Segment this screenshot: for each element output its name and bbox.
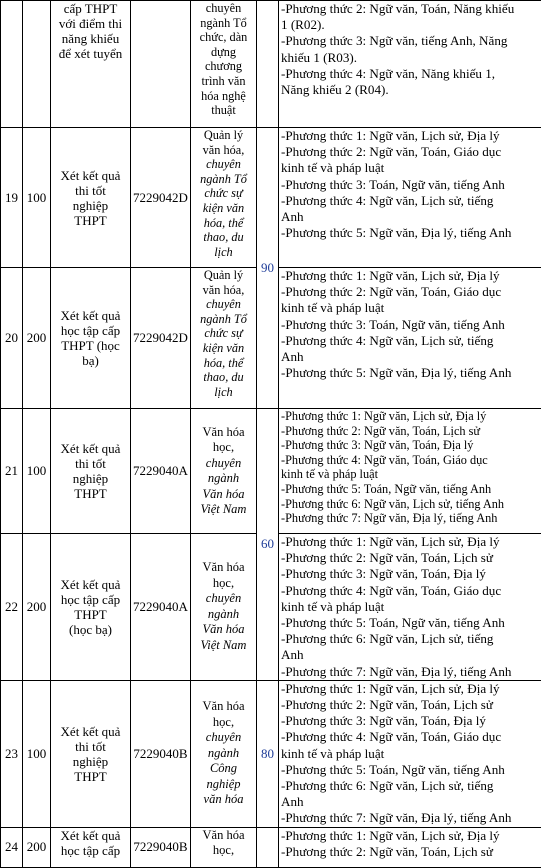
combination-line: -Phương thức 2: Ngữ văn, Toán, Năng khiếu [281, 1, 539, 17]
major-line: thao, du [191, 230, 256, 245]
major-line: trình văn [191, 74, 256, 89]
major-line: học, [191, 576, 256, 592]
major-line: dựng [191, 45, 256, 60]
combination-line: -Phương thức 3: Ngữ văn, Toán, Địa lý [281, 713, 539, 729]
major-line: Văn hóa [191, 425, 256, 441]
stt-cell: 20 [1, 268, 23, 409]
combination-line: -Phương thức 4: Ngữ văn, Toán, Giáo dục [281, 729, 539, 745]
quota-cell: 100 [23, 680, 51, 827]
method-line: Xét kết quả [53, 308, 128, 323]
method-line: Xét kết quả [53, 828, 128, 843]
method-line: thi tốt [53, 739, 128, 754]
method-line: học tập cấp [53, 592, 128, 607]
method-line: thi tốt [53, 456, 128, 471]
quota-cell: 100 [23, 409, 51, 534]
major-code-cell [131, 1, 191, 128]
major-line: thuật [191, 103, 256, 118]
combination-line: kinh tế và pháp luật [281, 599, 539, 615]
major-line: Việt Nam [191, 502, 256, 518]
major-line: văn hóa, [191, 143, 256, 158]
major-line: nghiệp [191, 777, 256, 793]
major-line: Văn hóa [191, 828, 256, 844]
combination-line: -Phương thức 5: Ngữ văn, Địa lý, tiếng Anh [281, 225, 539, 241]
stt-cell: 21 [1, 409, 23, 534]
subject-combination-cell [279, 534, 541, 681]
method-line: Xét kết quả [53, 168, 128, 183]
major-line: Văn hóa [191, 699, 256, 715]
combination-line: khiếu 1 (R03). [281, 50, 539, 66]
combination-line: -Phương thức 5: Toán, Ngữ văn, tiếng Anh [281, 482, 539, 497]
admission-method-cell [51, 128, 131, 268]
major-line: Công [191, 761, 256, 777]
combination-line: kinh tế và pháp luật [281, 160, 539, 176]
major-line: ngành [191, 607, 256, 623]
method-line: nghiệp [53, 471, 128, 486]
quota-cell: 100 [23, 128, 51, 268]
combination-line: kinh tế và pháp luật [281, 467, 539, 482]
table-row [1, 680, 541, 827]
major-line: chức sự [191, 186, 256, 201]
major-line: học, [191, 715, 256, 731]
major-line: văn hóa [191, 792, 256, 808]
method-line: THPT [53, 486, 128, 501]
group-quota-cell: 90 [257, 128, 279, 409]
combination-line: -Phương thức 7: Ngữ văn, Địa lý, tiếng Anh [281, 664, 539, 680]
combination-line: -Phương thức 1: Ngữ văn, Lịch sử, Địa lý [281, 409, 539, 424]
combination-line: -Phương thức 6: Ngữ văn, Lịch sử, tiếng [281, 778, 539, 794]
combination-line: -Phương thức 2: Ngữ văn, Toán, Lịch sử [281, 424, 539, 439]
combination-line: -Phương thức 2: Ngữ văn, Toán, Lịch sử [281, 844, 539, 860]
method-line: THPT [53, 769, 128, 784]
major-line: ngành Tổ [191, 312, 256, 327]
method-line: Xét kết quả [53, 577, 128, 592]
combination-line: -Phương thức 2: Ngữ văn, Toán, Lịch sử [281, 550, 539, 566]
combination-line: -Phương thức 3: Toán, Ngữ văn, tiếng Anh [281, 317, 539, 333]
group-quota-cell [257, 1, 279, 128]
major-code-cell: 7229042D [131, 128, 191, 268]
method-line: học tập cấp [53, 323, 128, 338]
stt-cell: 23 [1, 680, 23, 827]
major-line: chuyên [191, 456, 256, 472]
stt-cell: 19 [1, 128, 23, 268]
combination-line: Năng khiếu 2 (R04). [281, 82, 539, 98]
major-line: ngành Tổ [191, 172, 256, 187]
combination-line: -Phương thức 6: Ngữ văn, Lịch sử, tiếng [281, 631, 539, 647]
method-line: để xét tuyển [53, 46, 128, 61]
major-line: lịch [191, 385, 256, 400]
major-line: hóa nghệ [191, 89, 256, 104]
combination-line: -Phương thức 1: Ngữ văn, Lịch sử, Địa lý [281, 828, 539, 844]
major-line: văn hóa, [191, 283, 256, 298]
method-line: (học bạ) [53, 622, 128, 637]
combination-line: kinh tế và pháp luật [281, 300, 539, 316]
major-line: kiện văn [191, 341, 256, 356]
admission-method-cell [51, 680, 131, 827]
major-line: chuyên [191, 297, 256, 312]
major-line: kiện văn [191, 201, 256, 216]
major-name-cell [191, 680, 257, 827]
quota-cell: 200 [23, 534, 51, 681]
method-line: với điểm thi [53, 16, 128, 31]
combination-line: -Phương thức 5: Ngữ văn, Địa lý, tiếng Anh [281, 365, 539, 381]
major-name-cell [191, 1, 257, 128]
subject-combination-cell [279, 1, 541, 128]
admission-method-cell [51, 409, 131, 534]
major-line: thao, du [191, 370, 256, 385]
method-line: thi tốt [53, 183, 128, 198]
group-quota-cell [257, 827, 279, 867]
major-name-cell [191, 268, 257, 409]
major-name-cell [191, 827, 257, 867]
major-line: lịch [191, 245, 256, 260]
combination-line: -Phương thức 3: Ngữ văn, Toán, Địa lý [281, 438, 539, 453]
combination-line: -Phương thức 2: Ngữ văn, Toán, Giáo dục [281, 284, 539, 300]
group-quota-cell: 60 [257, 409, 279, 681]
method-line: THPT (học [53, 338, 128, 353]
major-code-cell: 7229040A [131, 409, 191, 534]
stt-cell: 24 [1, 827, 23, 867]
major-line: học, [191, 440, 256, 456]
combination-line: kinh tế và pháp luật [281, 746, 539, 762]
major-name-cell [191, 534, 257, 681]
major-line: chức sự [191, 326, 256, 341]
method-line: học tập cấp [53, 843, 128, 858]
major-line: chuyên [191, 157, 256, 172]
combination-line: -Phương thức 4: Ngữ văn, Toán, Giáo dục [281, 583, 539, 599]
combination-line: -Phương thức 3: Toán, Ngữ văn, tiếng Anh [281, 177, 539, 193]
stt-cell [1, 1, 23, 128]
major-line: hóa, thể [191, 356, 256, 371]
method-line: nghiệp [53, 754, 128, 769]
combination-line: -Phương thức 4: Ngữ văn, Lịch sử, tiếng [281, 193, 539, 209]
combination-line: -Phương thức 2: Ngữ văn, Toán, Lịch sử [281, 697, 539, 713]
combination-line: -Phương thức 4: Ngữ văn, Toán, Giáo dục [281, 453, 539, 468]
major-name-cell [191, 128, 257, 268]
method-line: THPT [53, 213, 128, 228]
combination-line: -Phương thức 5: Toán, Ngữ văn, tiếng Anh [281, 762, 539, 778]
subject-combination-cell [279, 409, 541, 534]
major-name-cell [191, 409, 257, 534]
quota-cell [23, 1, 51, 128]
major-line: chuyên [191, 1, 256, 16]
major-line: ngành [191, 746, 256, 762]
method-line: nghiệp [53, 198, 128, 213]
admission-method-cell [51, 1, 131, 128]
subject-combination-cell [279, 827, 541, 867]
major-line: Quản lý [191, 268, 256, 283]
method-line: cấp THPT [53, 1, 128, 16]
major-line: ngành Tổ [191, 16, 256, 31]
major-line: hóa, thể [191, 216, 256, 231]
combination-line: -Phương thức 2: Ngữ văn, Toán, Giáo dục [281, 144, 539, 160]
major-line: ngành [191, 471, 256, 487]
combination-line: Anh [281, 647, 539, 663]
subject-combination-cell [279, 268, 541, 409]
method-line: Xét kết quả [53, 724, 128, 739]
combination-line: Anh [281, 349, 539, 365]
combination-line: -Phương thức 3: Ngữ văn, tiếng Anh, Năng [281, 33, 539, 49]
major-code-cell: 7229040B [131, 827, 191, 867]
combination-line: Anh [281, 794, 539, 810]
method-line: THPT [53, 607, 128, 622]
major-line: Văn hóa [191, 487, 256, 503]
combination-line: -Phương thức 1: Ngữ văn, Lịch sử, Địa lý [281, 681, 539, 697]
table-row [1, 128, 541, 268]
combination-line: -Phương thức 4: Ngữ văn, Lịch sử, tiếng [281, 333, 539, 349]
major-line: chuyên [191, 730, 256, 746]
method-line: năng khiếu [53, 31, 128, 46]
group-quota-cell: 80 [257, 680, 279, 827]
combination-line: -Phương thức 1: Ngữ văn, Lịch sử, Địa lý [281, 534, 539, 550]
table-row [1, 1, 541, 128]
major-line: học, [191, 843, 256, 859]
method-line: Xét kết quả [53, 441, 128, 456]
method-line: bạ) [53, 353, 128, 368]
admission-method-cell [51, 534, 131, 681]
combination-line: Anh [281, 209, 539, 225]
stt-cell: 22 [1, 534, 23, 681]
combination-line: -Phương thức 5: Toán, Ngữ văn, tiếng Anh [281, 615, 539, 631]
table-row [1, 409, 541, 534]
major-line: Văn hóa [191, 560, 256, 576]
subject-combination-cell [279, 680, 541, 827]
combination-line: -Phương thức 6: Ngữ văn, Lịch sử, tiếng Anh [281, 497, 539, 512]
major-code-cell: 7229040B [131, 680, 191, 827]
subject-combination-cell [279, 128, 541, 268]
major-code-cell: 7229042D [131, 268, 191, 409]
table-row [1, 827, 541, 867]
major-line: chức, dàn [191, 30, 256, 45]
quota-cell: 200 [23, 827, 51, 867]
quota-cell: 200 [23, 268, 51, 409]
combination-line: -Phương thức 1: Ngữ văn, Lịch sử, Địa lý [281, 128, 539, 144]
major-code-cell: 7229040A [131, 534, 191, 681]
major-line: Việt Nam [191, 638, 256, 654]
major-line: Văn hóa [191, 622, 256, 638]
combination-line: -Phương thức 7: Ngữ văn, Địa lý, tiếng Anh [281, 810, 539, 826]
combination-line: -Phương thức 1: Ngữ văn, Lịch sử, Địa lý [281, 268, 539, 284]
combination-line: 1 (R02). [281, 17, 539, 33]
major-line: chương [191, 59, 256, 74]
admission-method-cell [51, 268, 131, 409]
combination-line: -Phương thức 3: Ngữ văn, Toán, Địa lý [281, 566, 539, 582]
major-line: Quản lý [191, 128, 256, 143]
admission-method-cell [51, 827, 131, 867]
major-line: chuyên [191, 591, 256, 607]
combination-line: -Phương thức 4: Ngữ văn, Năng khiếu 1, [281, 66, 539, 82]
combination-line: -Phương thức 7: Ngữ văn, Địa lý, tiếng Anh [281, 511, 539, 526]
